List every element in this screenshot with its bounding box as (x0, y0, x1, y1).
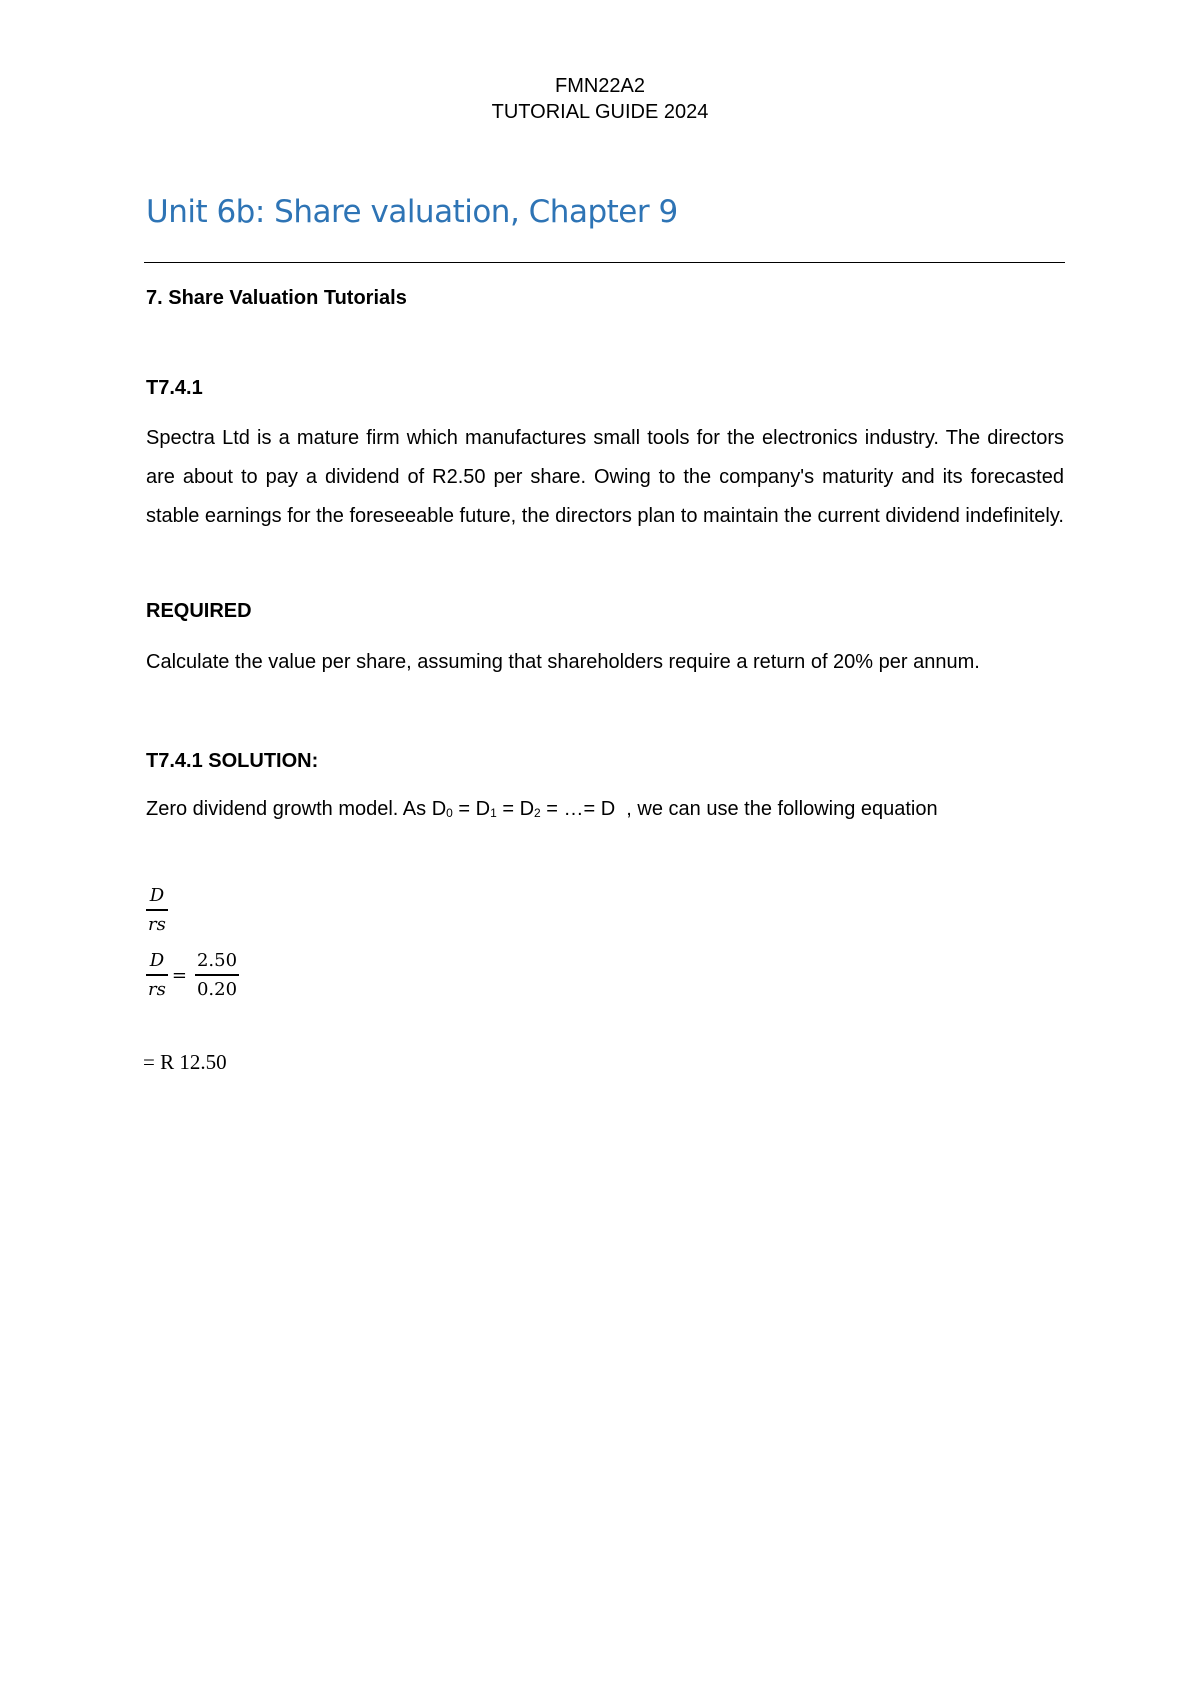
substitution-denominator: rs (148, 979, 166, 1000)
title-divider (144, 262, 1065, 263)
value-numerator: 2.50 (195, 950, 239, 976)
solution-intro (146, 798, 938, 821)
substitution-numerator: D (146, 950, 168, 976)
subscript-0: 0 (446, 806, 453, 820)
solution-heading: T7.4.1 SOLUTION: (146, 750, 319, 772)
intro-before: Zero dividend growth model. As D (146, 798, 447, 820)
formula-fraction (146, 885, 168, 935)
value-fraction (195, 950, 239, 1000)
substitution (146, 950, 239, 1000)
subscript-1: 1 (490, 806, 497, 820)
intro-eq1: = D (452, 798, 491, 820)
value-denominator: 0.20 (196, 979, 238, 1000)
unit-title: Unit 6b: Share valuation, Chapter 9 (146, 194, 678, 230)
formula (146, 885, 168, 935)
required-text: Calculate the value per share, assuming that shareholders require a return of 20% per annum. (146, 651, 980, 673)
answer: = R 12.50 (143, 1050, 227, 1074)
substitution-fraction (146, 950, 168, 1000)
intro-after: = …= D , we can use the following equation (540, 798, 938, 820)
guide-title: TUTORIAL GUIDE 2024 (491, 101, 709, 123)
question-body: Spectra Ltd is a mature firm which manufactures small tools for the electronics industry. The directors are about to pay a dividend of R2.50 per share. Owing to the company's maturity and its forecasted stable earnings for the foreseeable future, the directors plan to maintain the current dividend indefinitely. (146, 427, 1064, 527)
intro-eq2: = D (496, 798, 535, 820)
question-id: T7.4.1 (146, 377, 203, 399)
formula-numerator: D (146, 885, 168, 911)
formula-denominator: rs (148, 914, 166, 935)
course-code: FMN22A2 (554, 75, 646, 97)
required-label: REQUIRED (146, 600, 252, 622)
subscript-2: 2 (534, 806, 541, 820)
page-header (0, 73, 1200, 125)
section-heading: 7. Share Valuation Tutorials (146, 287, 407, 309)
equals-sign: = (171, 964, 187, 986)
